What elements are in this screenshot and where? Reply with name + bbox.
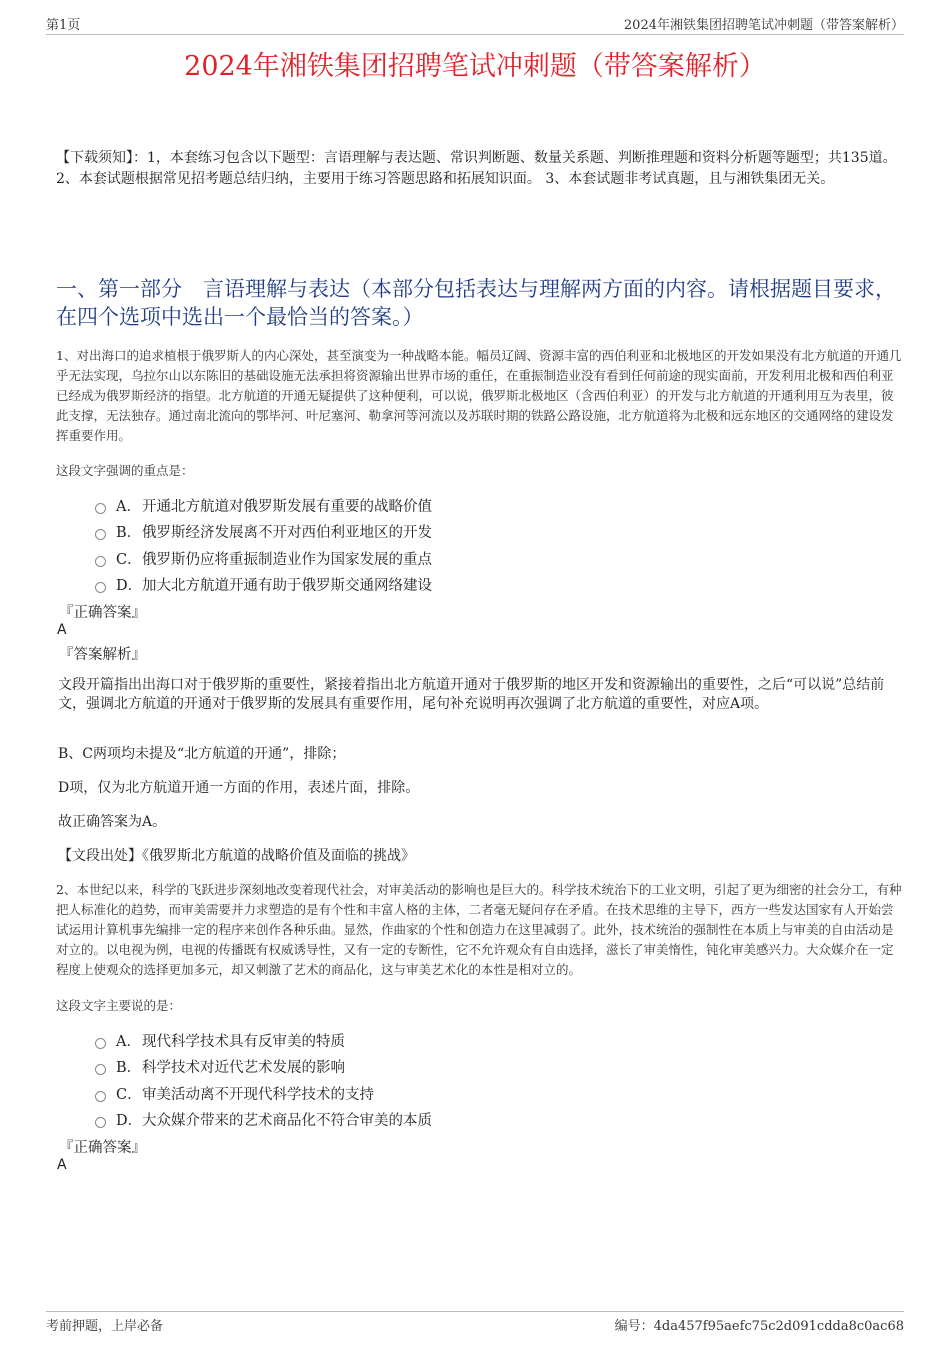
page-header: [46, 12, 904, 35]
q1-option-d[interactable]: D． 加大北方航道开通有助于俄罗斯交通网络建设: [95, 572, 432, 599]
q1-option-b[interactable]: B． 俄罗斯经济发展离不开对西伯利亚地区的开发: [95, 519, 432, 546]
radio-icon[interactable]: [95, 1091, 106, 1102]
q2-option-d[interactable]: D． 大众媒介带来的艺术商品化不符合审美的本质: [95, 1107, 432, 1134]
q1-option-c[interactable]: C． 俄罗斯仍应将重振制造业作为国家发展的重点: [95, 545, 432, 572]
q1-source: 【文段出处】《俄罗斯北方航道的战略价值及面临的挑战》: [58, 848, 415, 864]
radio-icon[interactable]: [95, 1117, 106, 1128]
q1-options: [95, 492, 432, 598]
q1-analysis-2: B、C两项均未提及“北方航道的开通”，排除；: [58, 746, 346, 762]
radio-icon[interactable]: [95, 503, 106, 514]
radio-icon[interactable]: [95, 556, 106, 567]
document-title: 2024年湘铁集团招聘笔试冲刺题（带答案解析）: [184, 51, 766, 82]
page-number: 第1页: [46, 18, 81, 33]
download-notice: 【下载须知】：1，本套练习包含以下题型：言语理解与表达题、常识判断题、数量关系题、判断推理题和资料分析题等题型；共135道。 2、本套试题根据常见招考题总结归纳，主要用于练习答题思路和拓展知识面。 3、本套试题非考试真题，且与湘铁集团无关。: [56, 150, 897, 187]
q1-analysis-label: 『答案解析』: [59, 647, 146, 663]
q2-passage: 2、本世纪以来，科学的飞跃进步深刻地改变着现代社会，对审美活动的影响也是巨大的。科学技术统治下的工业文明，引起了更为细密的社会分工，有种把人标准化的趋势，而审美需要并力求塑造的是有个性和丰富人格的主体，二者毫无疑问存在矛盾。在技术思维的主导下，西方一些发达国家有人开始尝试运用计算机事先编排一定的程序来创作各种乐曲。显然，作曲家的个性和创造力在这里减弱了。此外，技术统治的强制性在本质上与审美的自由活动是对立的。以电视为例，电视的传播既有权威诱导性，又有一定的专断性，它不允许观众有自由选择，滋长了审美惰性，钝化审美感兴力。大众媒介在一定程度上使观众的选择更加多元，却又刺激了艺术的商品化，这与审美艺术化的本性是相对立的。: [56, 882, 902, 977]
radio-icon[interactable]: [95, 582, 106, 593]
q2-option-a[interactable]: A． 现代科学技术具有反审美的特质: [95, 1027, 432, 1054]
q1-analysis-3: D项，仅为北方航道开通一方面的作用，表述片面，排除。: [58, 780, 420, 796]
page-footer: [46, 1311, 904, 1334]
q1-passage: 1、对出海口的追求植根于俄罗斯人的内心深处，甚至演变为一种战略本能。幅员辽阔、资源丰富的西伯利亚和北极地区的开发如果没有北方航道的开通几乎无法实现，乌拉尔山以东陈旧的基础设施无法承担将资源输出世界市场的重任，在重振制造业没有看到任何前途的现实面前，开发利用北极和西伯利亚已经成为俄罗斯经济的指望。北方航道的开通无疑提供了这种便利，可以说，俄罗斯北极地区（含西伯利亚）的开发与北方航道的开通利用互为表里，彼此支撑，无法独存。通过南北流向的鄂毕河、叶尼塞河、勒拿河等河流以及苏联时期的铁路公路设施，北方航道将为北极和远东地区的交通网络的建设发挥重要作用。: [56, 348, 902, 443]
q2-option-c[interactable]: C． 审美活动离不开现代科学技术的支持: [95, 1080, 432, 1107]
q2-stem: 这段文字主要说的是：: [56, 998, 182, 1013]
q1-answer: A: [57, 622, 67, 638]
q1-answer-label: 『正确答案』: [59, 605, 146, 621]
q1-analysis-4: 故正确答案为A。: [58, 814, 167, 830]
q1-analysis-1: 文段开篇指出出海口对于俄罗斯的重要性，紧接着指出北方航道开通对于俄罗斯的地区开发和资源输出的重要性，之后“可以说”总结前文，强调北方航道的开通对于俄罗斯的发展具有重要作用，尾句补充说明再次强调了北方航道的重要性，对应A项。: [58, 677, 885, 712]
q2-answer-label: 『正确答案』: [59, 1140, 146, 1156]
q1-option-a[interactable]: A． 开通北方航道对俄罗斯发展有重要的战略价值: [95, 492, 432, 519]
radio-icon[interactable]: [95, 529, 106, 540]
footer-serial: 编号：4da457f95aefc75c2d091cdda8c0ac68: [614, 1319, 904, 1334]
q2-option-b[interactable]: B． 科学技术对近代艺术发展的影响: [95, 1054, 432, 1081]
q2-options: [95, 1027, 432, 1133]
footer-slogan: 考前押题，上岸必备: [46, 1319, 164, 1334]
section-heading: 一、第一部分 言语理解与表达（本部分包括表达与理解两方面的内容。请根据题目要求，在四个选项中选出一个最恰当的答案。）: [56, 277, 896, 329]
radio-icon[interactable]: [95, 1038, 106, 1049]
q1-stem: 这段文字强调的重点是：: [56, 463, 194, 478]
header-doc-title: 2024年湘铁集团招聘笔试冲刺题（带答案解析）: [623, 18, 904, 33]
q2-answer: A: [57, 1157, 67, 1173]
radio-icon[interactable]: [95, 1064, 106, 1075]
